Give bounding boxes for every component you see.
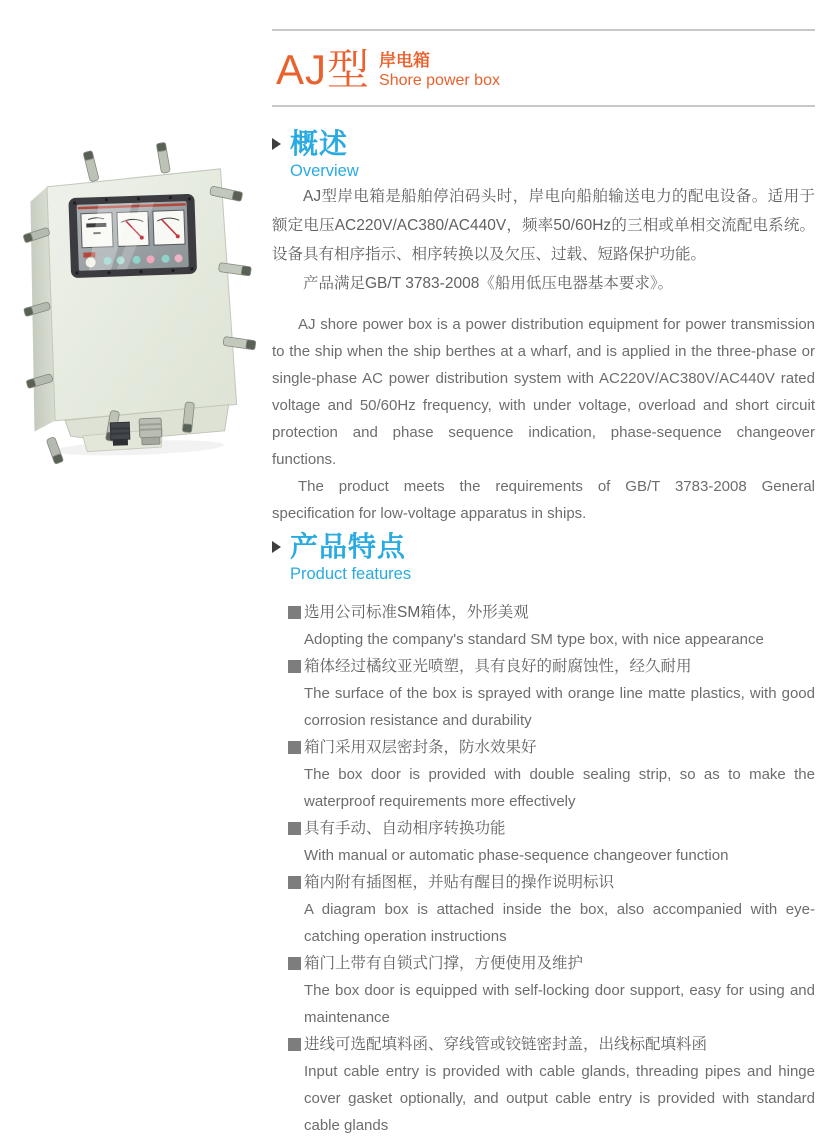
feature-cn: 箱内附有插图框，并贴有醒目的操作说明标识 [288, 869, 815, 896]
feature-en: The box door is equipped with self-locking door support, easy for using and maintenance [304, 982, 815, 1026]
square-bullet-icon [288, 876, 301, 889]
title-divider [272, 105, 815, 107]
product-name-cn: 岸电箱 [379, 51, 431, 70]
features-heading-cn: 产品特点 [290, 531, 407, 562]
feature-en: Input cable entry is provided with cable glands, threading pipes and hinge cover gasket optionally, and output cable entry is provided with standard cable glands [304, 1063, 815, 1134]
overview-paragraph-en: The product meets the requirements of GB/T 3783-2008 General specification for low-voltage apparatus in ships. [272, 478, 815, 522]
square-bullet-icon [288, 1038, 301, 1051]
list-item [288, 599, 815, 653]
feature-cn: 进线可选配填料函、穿线管或铰链密封盖，出线标配填料函 [288, 1031, 815, 1058]
section-overview-heading [272, 128, 359, 182]
analog-meter-3 [153, 210, 185, 245]
product-name [379, 51, 500, 91]
shore-power-box-illustration [6, 134, 258, 468]
square-bullet-icon [288, 741, 301, 754]
list-item [288, 653, 815, 734]
overview-paragraph-cn: AJ型岸电箱是船舶停泊码头时，岸电向船舶输送电力的配电设备。适用于额定电压AC220V/AC380/AC440V，频率50/60Hz的三相或单相交流配电系统。设备具有相序指示、相序转换以及欠压、过载、短路保护功能。 [272, 188, 815, 263]
overview-paragraphs-en [272, 311, 815, 527]
overview-paragraphs-cn [272, 182, 815, 298]
list-item [288, 734, 815, 815]
product-model: AJ型 [276, 46, 371, 93]
feature-en: Adopting the company's standard SM type box, with nice appearance [304, 631, 764, 648]
list-item [288, 869, 815, 950]
feature-en: A diagram box is attached inside the box, also accompanied with eye-catching operation instructions [304, 901, 815, 945]
overview-heading-en: Overview [290, 162, 359, 180]
features-heading-en: Product features [290, 565, 412, 583]
feature-cn: 具有手动、自动相序转换功能 [288, 815, 815, 842]
feature-cn: 箱门上带有自锁式门撑，方便使用及维护 [288, 950, 815, 977]
page-title [276, 46, 500, 94]
overview-paragraph-cn: 产品满足GB/T 3783-2008《船用低压电器基本要求》。 [303, 275, 674, 292]
cable-gland-dark [110, 422, 130, 446]
square-bullet-icon [288, 660, 301, 673]
features-list [288, 599, 815, 1139]
triangle-marker-icon [272, 541, 281, 553]
feature-en: The box door is provided with double sealing strip, so as to make the waterproof requirements more effectively [304, 766, 815, 810]
meter-window [68, 194, 197, 278]
list-item [288, 950, 815, 1031]
list-item [288, 815, 815, 869]
square-bullet-icon [288, 957, 301, 970]
product-photo [6, 134, 258, 468]
square-bullet-icon [288, 606, 301, 619]
feature-cn: 箱体经过橘纹亚光喷塑，具有良好的耐腐蚀性，经久耐用 [288, 653, 815, 680]
list-item [288, 1031, 815, 1139]
feature-en: The surface of the box is sprayed with orange line matte plastics, with good corrosion resistance and durability [304, 685, 815, 729]
product-name-en: Shore power box [379, 72, 500, 89]
triangle-marker-icon [272, 138, 281, 150]
feature-cn: 选用公司标准SM箱体，外形美观 [288, 599, 815, 626]
overview-heading-cn: 概述 [290, 128, 349, 159]
cable-gland-metal [139, 418, 162, 445]
feature-en: With manual or automatic phase-sequence changeover function [304, 847, 729, 864]
section-features-heading [272, 531, 411, 585]
square-bullet-icon [288, 822, 301, 835]
overview-paragraph-en: AJ shore power box is a power distribution equipment for power transmission to the ship when the ship berthes at a wharf, and is applied in the three-phase or single-phase AC power distribution system with AC220V/AC380V/AC440V rated voltage and 50/60Hz frequency, with under voltage, overload and short circuit protection and phase sequence indication, phase-sequence changeover functions. [272, 316, 815, 468]
feature-cn: 箱门采用双层密封条，防水效果好 [288, 734, 815, 761]
top-divider [272, 29, 815, 31]
